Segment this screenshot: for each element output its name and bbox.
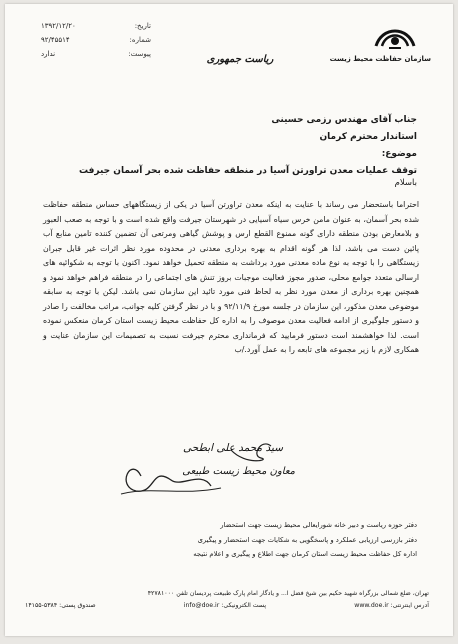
- meta-date-label: تاریخ:: [134, 22, 151, 30]
- subject-line: [57, 146, 417, 180]
- org-name: سازمان حفاظت محیط زیست: [329, 55, 431, 63]
- letter-page: [5, 4, 453, 636]
- presidency-heading: ریاست جمهوری: [206, 54, 274, 65]
- letter-footer: [25, 588, 429, 612]
- signatory-title: معاون محیط زیست طبیعی: [182, 466, 295, 477]
- meta-number-value: ۹۲/۴۵۵۱۴: [41, 36, 70, 44]
- meta-date-value: ۱۳۹۲/۱۲/۲۰: [41, 22, 76, 30]
- subject-label: موضوع:: [381, 149, 417, 159]
- meta-attachment-value: ندارد: [41, 50, 56, 58]
- signature-block: [111, 436, 301, 498]
- footer-website-label: آدرس اینترنتی:: [390, 602, 429, 609]
- footer-website: [354, 600, 429, 612]
- letter-meta: [41, 22, 151, 64]
- copy-item: دفتر حوزه ریاست و دبیر خانه شورایعالی محیط زیست جهت استحضار: [220, 521, 417, 529]
- doe-emblem-icon: [372, 22, 418, 52]
- footer-contact-row: [25, 600, 429, 612]
- signatory-name: سید محمد علی ابطحی: [183, 442, 283, 454]
- footer-email-link[interactable]: info@doe.ir: [183, 602, 220, 609]
- meta-attachment-label: پیوست:: [128, 50, 151, 58]
- letter-body: احتراما باستحضار می رساند با عنایت به اینکه معدن تراورتن آسیا در یکی از زیستگاههای حساس منطقه حفاظت شده بحر آسمان، به عنوان مامن خرس سیاه آسیایی در شهرستان جیرفت واقع شده است و با توجه به صعب العبور و بلامعارض بودن منطقه دارای گونه ممنوع القطع ارس و پوشش گیاهی ومرتعی آن تضمین کننده تامین منابع آب پائین دست می باشد، لذا هر گونه اقدام به بهره برداری معدنی در محدوده مورد نظر اثرات غیر قابل جبران زیستگاهی را با توجه به نوع ماده معدنی مورد برداشت به منطقه تحمیل خواهد نمود. اکنون با توجه به شکوائیه های ارسالی متعدد جوامع محلی، صدور مجوز فعالیت موجبات بروز تنش های اجتماعی را در منطقه فراهم خواهد نمود و همچنین بهره برداری از معدن مورد نظر به لحاظ فنی مورد تائید این سازمان نمی باشد. لیکن با توجه به سابقه موضوعی معدن مذکور، این سازمان در جلسه مورخ ۹۲/۱۱/۹ و با در نظر گرفتن کلیه جوانب، مراتب مخالفت را صادر و دستور جلوگیری از ادامه فعالیت معدن موصوف را به اداره کل حفاظت محیط زیست استان کرمان منعکس نموده است. لذا خواهشمند است دستور فرمایید که فرمانداری محترم جیرفت نسبت به تصمیمات این سازمان عنایت و همکاری لازم با زیر مجموعه های تابعه را به عمل آورد./ب: [43, 200, 419, 354]
- recipient-name: جناب آقای مهندس رزمی حسینی: [271, 115, 417, 125]
- meta-date-row: [41, 22, 151, 30]
- meta-number-label: شماره:: [129, 36, 151, 44]
- footer-email: [184, 600, 266, 612]
- footer-address: تهران، ضلع شمالی بزرگراه شهید حکیم بین شیخ فضل ا... و یادگار امام پارک طبیعت پردیسان تلفن ۴۲۷۸۱۰۰۰: [147, 590, 429, 597]
- copy-item: دفتر بازرسی ارزیابی عملکرد و پاسخگویی به شکایات جهت استحضار و پیگیری: [197, 535, 417, 544]
- recipient-block: [57, 112, 417, 180]
- salutation: باسلام: [394, 178, 417, 188]
- footer-website-link[interactable]: www.doe.ir: [354, 602, 389, 609]
- copy-recipients: [77, 518, 417, 562]
- subject-text: توقف عملیات معدن تراورتن آسیا در منطقه حفاظت شده بحر آسمان جیرفت: [78, 166, 417, 176]
- footer-email-label: پست الکترونیکی:: [221, 602, 267, 609]
- footer-pobox: صندوق پستی: ۵۳۸۴-۱۴۱۵۵: [25, 602, 96, 609]
- copy-item: اداره کل حفاظت محیط زیست استان کرمان جهت اطلاع و پیگیری و اعلام نتیجه: [193, 550, 417, 558]
- org-logo: [329, 22, 431, 63]
- recipient-title: استاندار محترم کرمان: [319, 132, 417, 142]
- meta-number-row: [41, 36, 151, 44]
- meta-attachment-row: [41, 50, 151, 58]
